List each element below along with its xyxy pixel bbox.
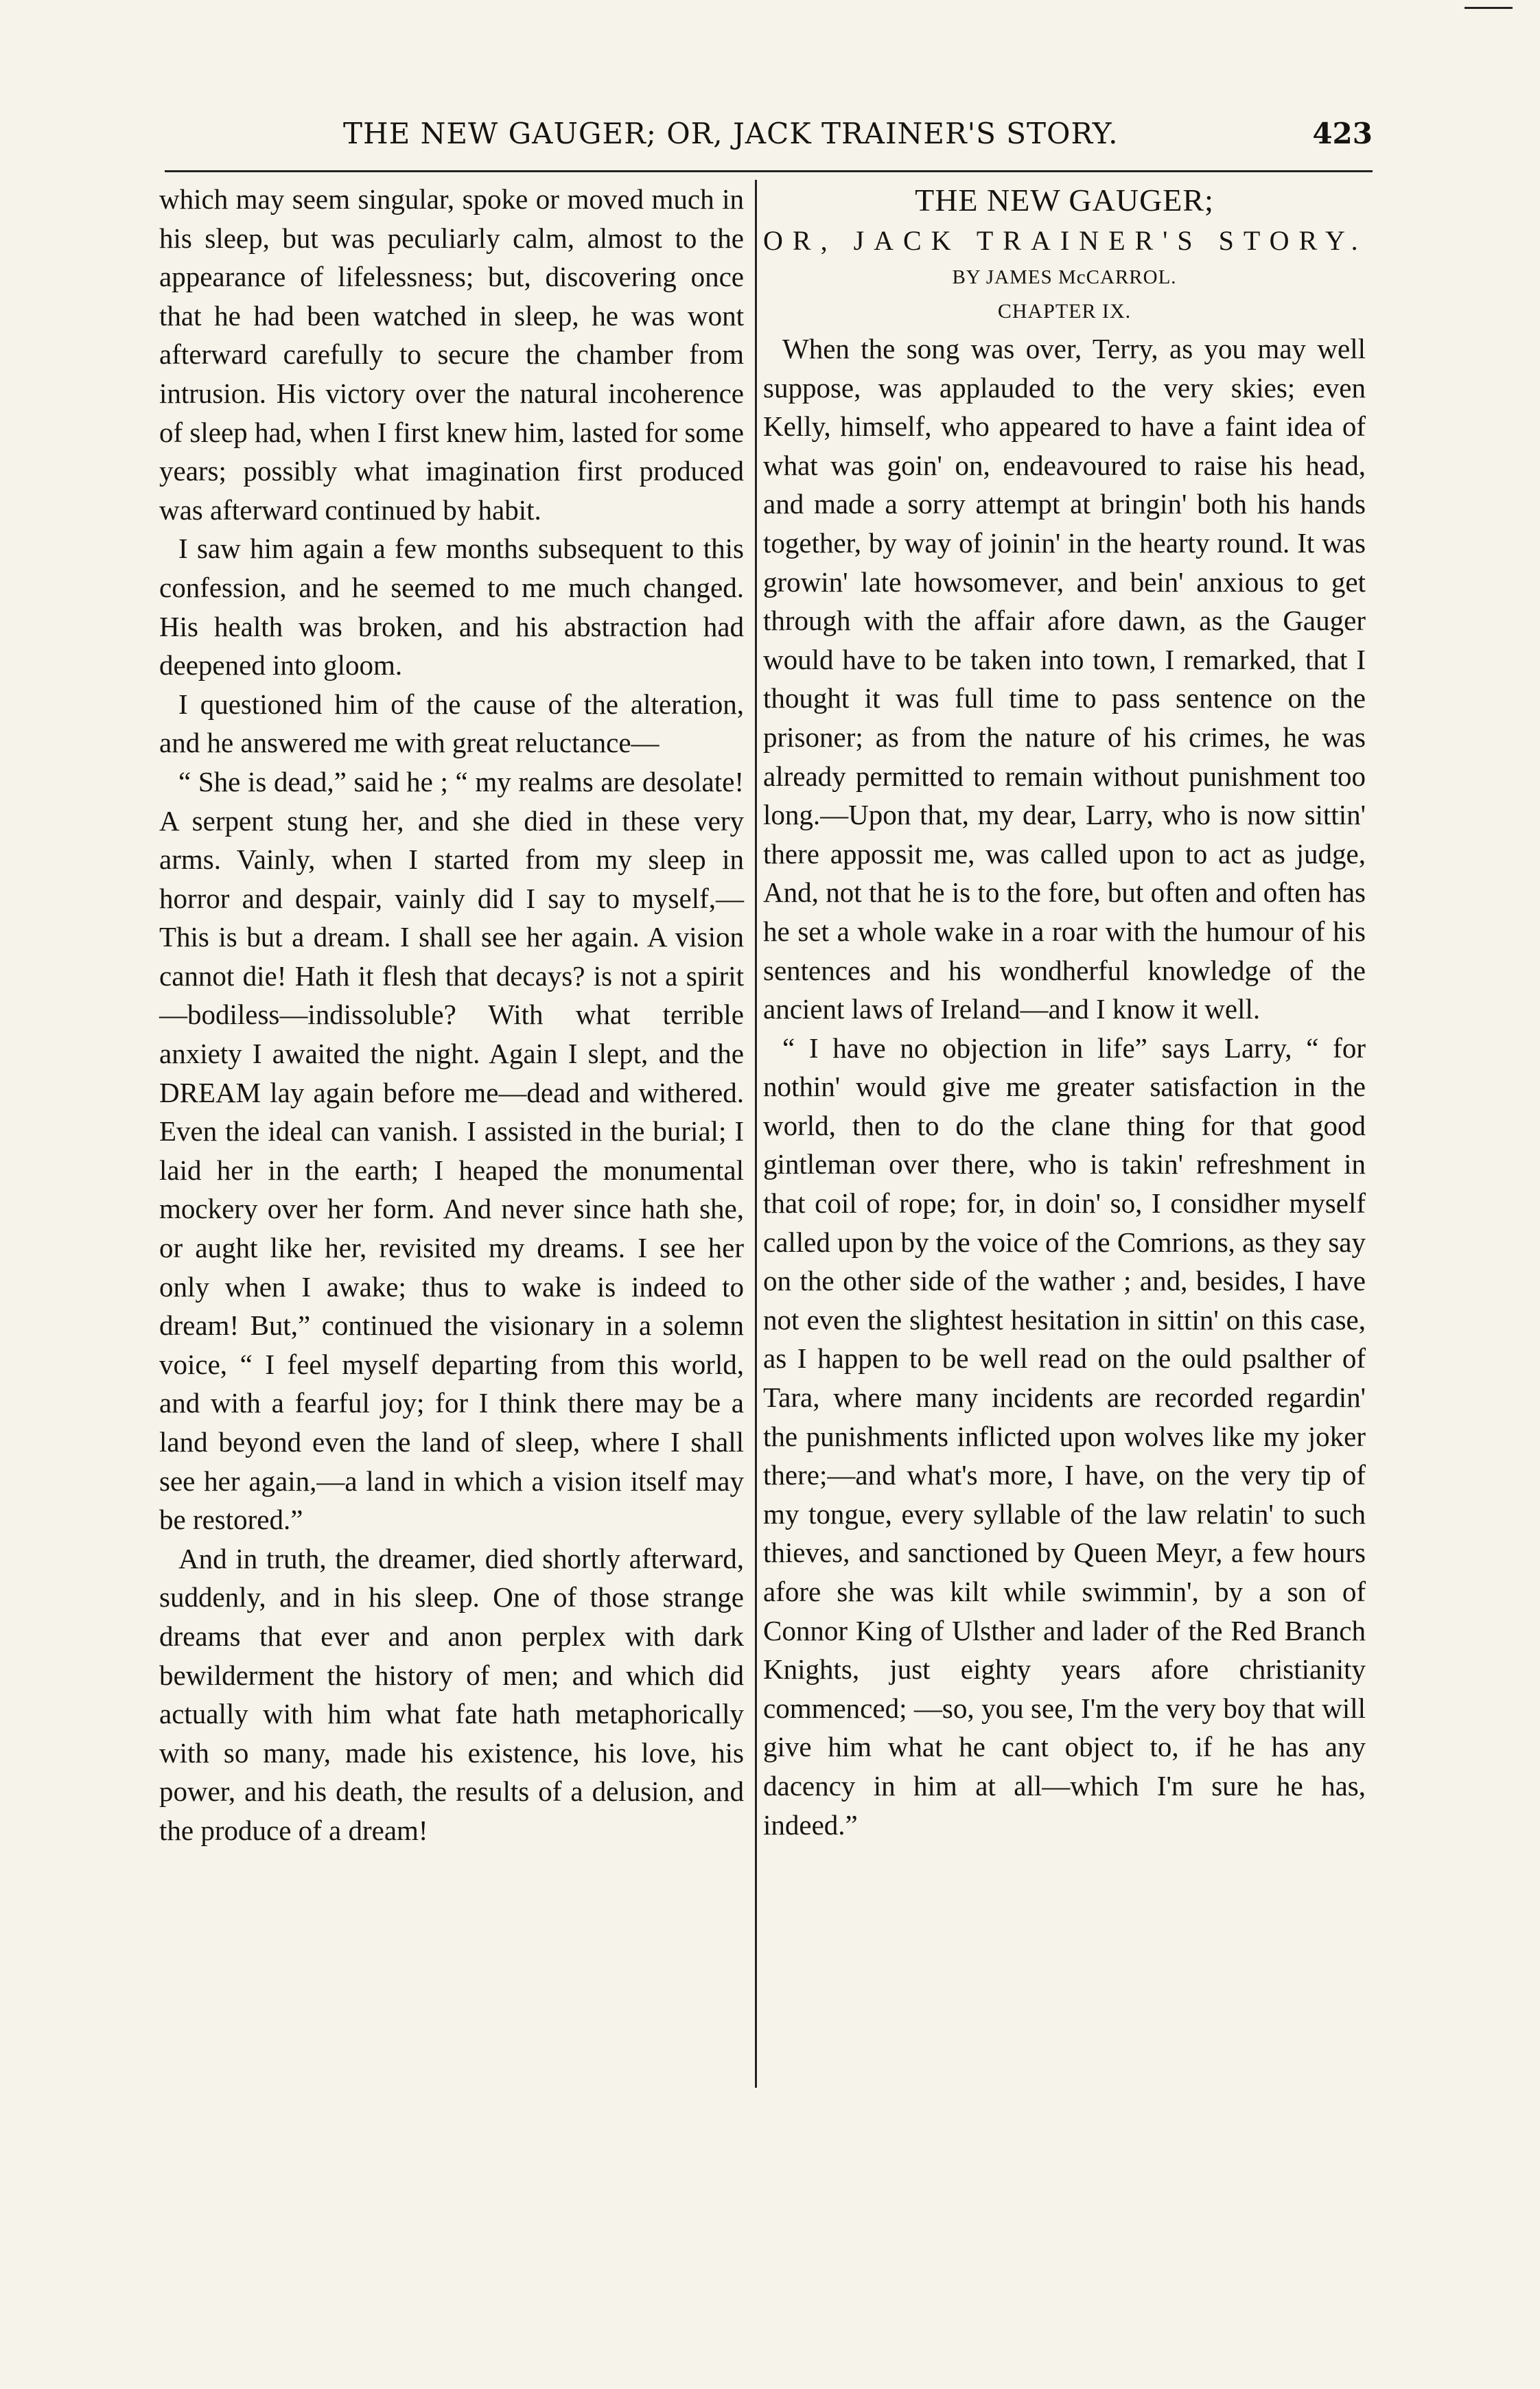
paragraph: I saw him again a few months subsequent to this confession, and he seemed to me much changed. His health was broken, and his abstraction had deepened into gloom. <box>159 533 744 681</box>
paragraph: And in truth, the dreamer, died shortly afterward, suddenly, and in his sleep. One of those strange dreams that ever and anon perplex with dark bewilderment the history of men; and which did actually with him what fate hath metaphorically with so many, made his existence, his love, his power, and his death, the results of a delusion, and the produce of a dream! <box>159 1542 744 1846</box>
paragraph: “ She is dead,” said he ; “ my realms are desolate! A serpent stung her, and she died in these very arms. Vainly, when I started from my sleep in horror and despair, vainly did I say to myself,—This is but a dream. I shall see her again. A vision cannot die! Hath it flesh that decays? is not a spirit—bodiless—indissoluble? With what terrible anxiety I awaited the night. Again I slept, and the DREAM lay again before me—dead and withered. Even the ideal can vanish. I assisted in the burial; I laid her in the earth; I heaped the monumental mockery over her form. And never since hath she, or aught like her, revisited my dreams. I see her only when I awake; thus to wake is indeed to dream! But,” continued the visionary in a solemn voice, “ I feel myself departing from this world, and with a fearful joy; for I think there may be a land beyond even the land of sleep, where I shall see her again,—a land in which a vision itself may be restored.” <box>159 765 744 1536</box>
corner-mark <box>1465 7 1513 9</box>
paragraph: “ I have no objection in life” says Larry, “ for nothin' would give me greater satisfaction in the world, then to do the clane thing for that good gintleman over there, who is takin' refreshment in that coil of rope; for, in doin' so, I considher myself called upon by the voice of the Comrions, as they say on the other side of the wather ; and, besides, I have not even the slightest hesitation in sittin' on this case, as I happen to be well read on the ould psalther of Tara, where many incidents are recorded regardin' the punishments inflicted upon wolves like my joker there;—and what's more, I have, on the very tip of my tongue, every syllable of the law relatin' to such thieves, and sanctioned by Queen Meyr, a few hours afore she was kilt while swimmin', by a son of Connor King of Ulsther and lader of the Red Branch Knights, just eighty years afore christianity commenced; —so, you see, I'm the very boy that will give him what he cant object to, if he has any dacency in him at all—which I'm sure he has, indeed.” <box>763 1032 1366 1841</box>
running-head <box>158 117 1373 158</box>
chapter-heading: CHAPTER IX. <box>997 300 1132 323</box>
story-title: THE NEW GAUGER; <box>915 183 1214 218</box>
paragraph: which may seem singular, spoke or moved much in his sleep, but was peculiarly calm, almost to the appearance of lifelessness; but, discovering once that he had been watched in sleep, he was wont afterward carefully to secure the chamber from intrusion. His victory over the natural incoherence of sleep had, when I first knew him, lasted for some years; possibly what imagination first produced was afterward continued by habit. <box>159 183 744 526</box>
paragraph: I questioned him of the cause of the alteration, and he answered me with great reluctance— <box>159 688 744 759</box>
header-rule <box>165 170 1373 172</box>
byline: BY JAMES McCARROL. <box>952 266 1177 288</box>
column-divider <box>755 180 757 2088</box>
page-number: 423 <box>1312 117 1373 150</box>
left-column <box>159 180 744 1850</box>
right-column <box>763 180 1366 1844</box>
story-subtitle: OR, JACK TRAINER'S STORY. <box>763 225 1368 256</box>
running-title: THE NEW GAUGER; OR, JACK TRAINER'S STORY. <box>343 117 1119 150</box>
paragraph: When the song was over, Terry, as you may well suppose, was applauded to the very skies; even Kelly, himself, who appeared to have a faint idea of what was goin' on, endeavoured to raise his head, and made a sorry attempt at bringin' both his hands together, by way of joinin' in the hearty round. It was growin' late howsomever, and bein' anxious to get through with the affair afore dawn, as the Gauger would have to be taken into town, I remarked, that I thought it was full time to pass sentence on the prisoner; as from the nature of his crimes, he was already permitted to remain without punishment too long.—Upon that, my dear, Larry, who is now sittin' there appossit me, was called upon to act as judge, And, not that he is to the fore, but often and often has he set a whole wake in a roar with the humour of his sentences and his wondherful knowledge of the ancient laws of Ireland—and I know it well. <box>763 333 1366 1025</box>
